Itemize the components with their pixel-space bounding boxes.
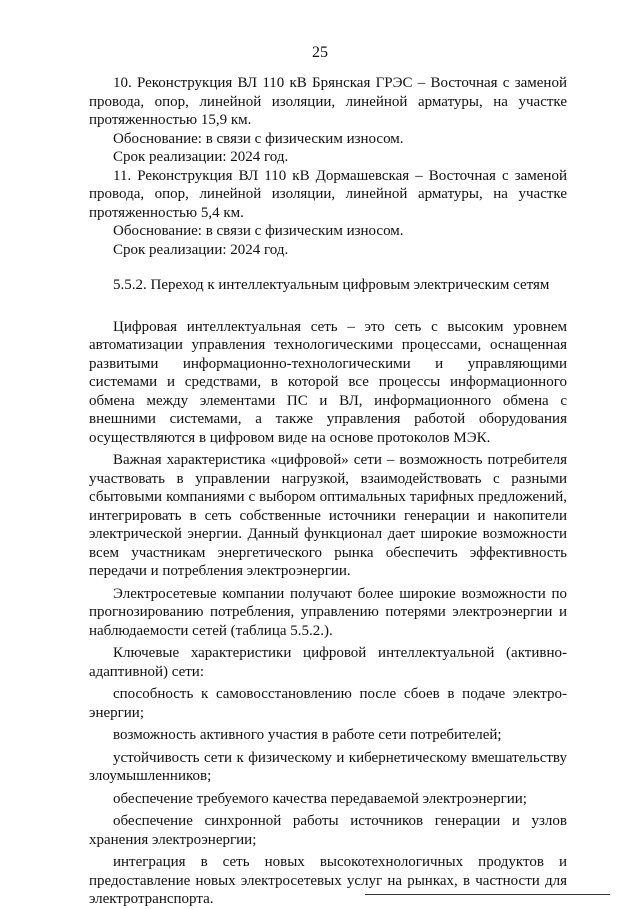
paragraph-key-characteristics: Ключевые характеристики цифровой интеллектуальной (активно-адаптивной) сети: [89,645,567,680]
list-item: обеспечение требуемого качества передаваемой электроэнергии; [113,790,527,807]
section-heading: 5.5.2. Переход к интеллектуальным цифровым электрическим сетям [113,277,550,293]
paragraph-characteristic: Важная характеристика «цифровой» сети – возможность потребителя участвовать в управлении нагрузкой, взаимодействовать с разными сбытовыми компаниями с выбором оптимальных тарифных предложений, интегрировать в сеть собственные источники генерации и накопители электрической энергии. Данный функционал дает широкие возможности всем участникам энергетического рынка обеспечить эффективность передачи и потребления электроэнергии. [89,452,567,579]
item-10-term: Срок реализации: 2024 год. [113,149,289,165]
list-item: интеграция в сеть новых высокотехнологичных продуктов и предоставление новых электросетевых услуг на рынках, в частности для электротранспорта. [89,854,567,907]
paragraph-grid-companies: Электросетевые компании получают более широкие возможности по прогнозированию потребления, управлению потерями электроэнергии и наблюдаемости сетей (таблица 5.5.2.). [89,585,567,639]
item-11-text: 11. Реконструкция ВЛ 110 кВ Дормашевская – Восточная с заменой провода, опор, линейной изоляции, линейной арматуры, на участке протяженностью 5,4 км. [89,167,567,221]
item-10-reason: Обоснование: в связи с физическим износом. [113,130,404,147]
list-item: возможность активного участия в работе сети потребителей; [113,727,502,743]
item-11-reason: Обоснование: в связи с физическим износом. [113,223,404,239]
list-item: устойчивость сети к физическому и кибернетическому вмешательству злоумышленников; [89,749,567,784]
page-number: 25 [312,44,328,61]
item-11-term: Срок реализации: 2024 год. [113,241,289,258]
item-10-text: 10. Реконструкция ВЛ 110 кВ Брянская ГРЭС – Восточная с заменой провода, опор, линейной изоляции, линейной арматуры, на участке протяженностью 15,9 км. [89,75,567,128]
list-item: обеспечение синхронной работы источников генерации и узлов хранения электроэнергии; [89,813,567,848]
list-item: способность к самовосстановлению после сбоев в подаче электроэнергии; [89,686,567,721]
paragraph-definition: Цифровая интеллектуальная сеть – это сеть с высоким уровнем автоматизации управления технологическими процессами, оснащенная развитыми информационно-технологическими и управляющими системами и средствами, в которой все процессы информационного обмена между элементами ПС и ВЛ, информационного обмена с внешними системами, а также управления работой оборудования осуществляются в цифровом виде на основе протоколов МЭК. [89,318,567,446]
document-body [89,74,567,909]
footer-divider [365,894,610,895]
